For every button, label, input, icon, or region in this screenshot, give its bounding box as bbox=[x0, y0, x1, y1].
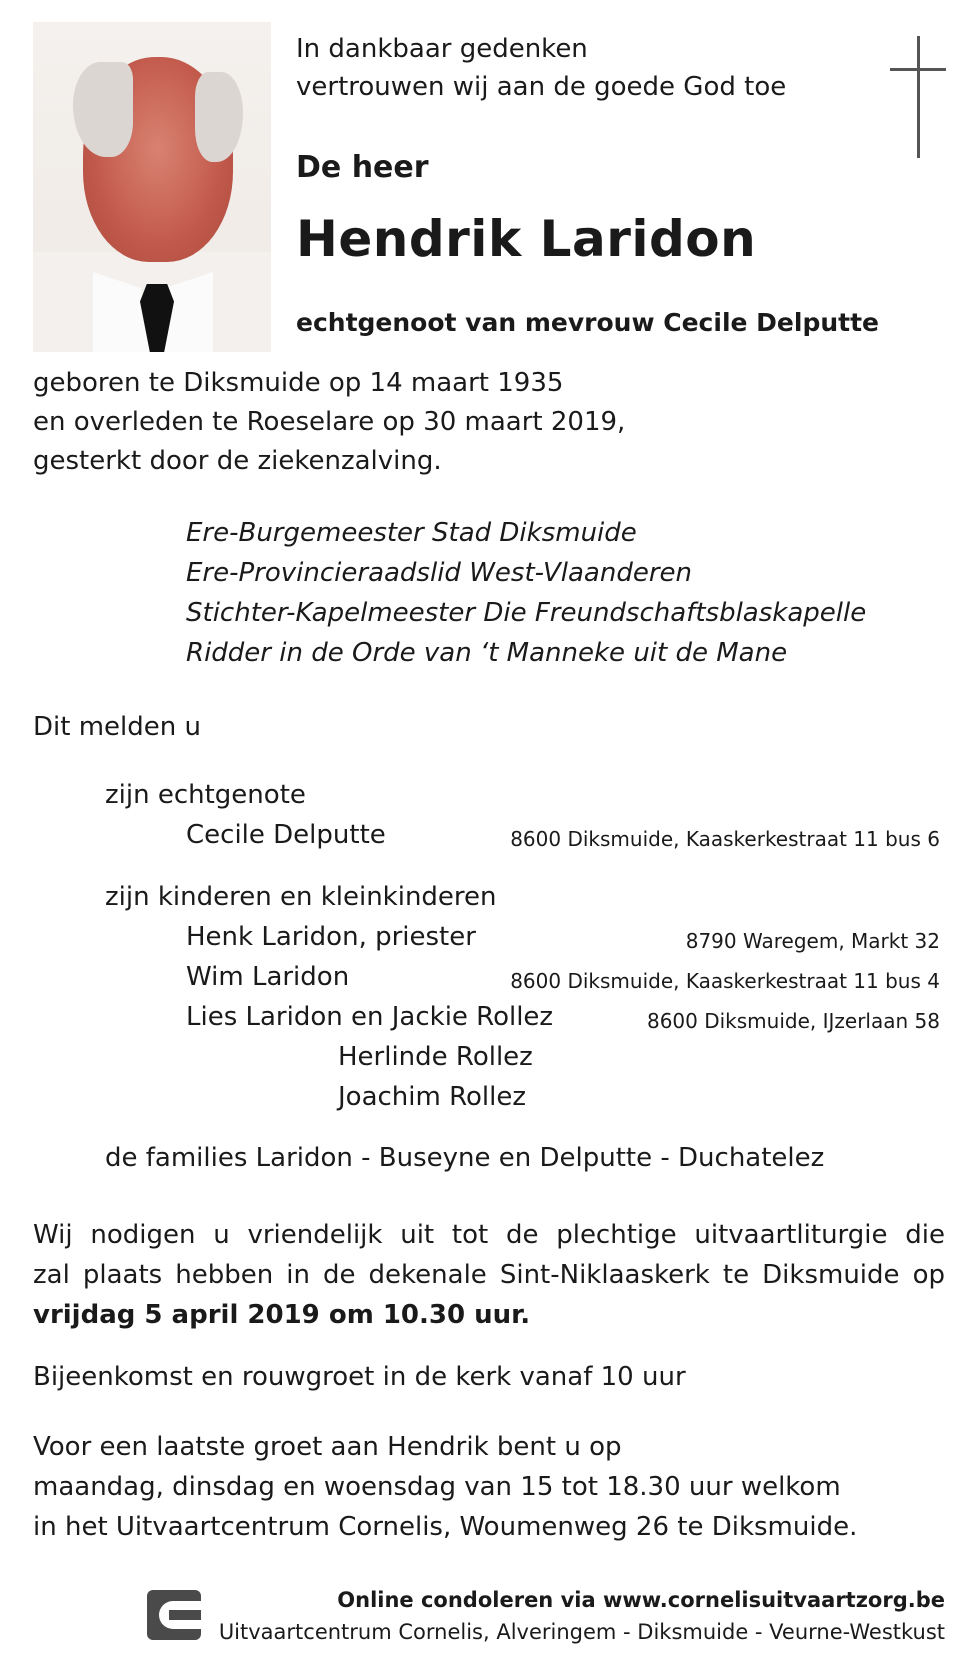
cornelis-logo-icon bbox=[147, 1590, 201, 1640]
deceased-name: Hendrik Laridon bbox=[296, 210, 757, 268]
portrait-photo bbox=[33, 22, 271, 352]
child-name: Wim Laridon bbox=[186, 962, 350, 992]
cross-icon bbox=[890, 36, 946, 158]
spouse-address: 8600 Diksmuide, Kaaskerkestraat 11 bus 6 bbox=[510, 827, 940, 851]
child-name: Lies Laridon en Jackie Rollez bbox=[186, 1002, 554, 1032]
spouse-name: Cecile Delputte bbox=[186, 820, 386, 850]
child-name: Henk Laridon, priester bbox=[186, 922, 476, 952]
honorary-title: Ere-Burgemeester Stad Diksmuide bbox=[186, 518, 637, 548]
intro-line-1: In dankbaar gedenken bbox=[296, 34, 588, 64]
birth-line: geboren te Diksmuide op 14 maart 1935 bbox=[33, 368, 564, 398]
child-address: 8790 Waregem, Markt 32 bbox=[685, 929, 940, 953]
intro-line-2: vertrouwen wij aan de goede God toe bbox=[296, 72, 787, 102]
children-heading: zijn kinderen en kleinkinderen bbox=[105, 882, 497, 912]
honorary-title: Stichter-Kapelmeester Die Freundschaftsblaskapelle bbox=[186, 598, 867, 628]
gathering-line: Bijeenkomst en rouwgroet in de kerk vanaf 10 uur bbox=[33, 1362, 686, 1392]
child-address: 8600 Diksmuide, IJzerlaan 58 bbox=[646, 1009, 940, 1033]
funeral-date-time: vrijdag 5 april 2019 om 10.30 uur. bbox=[33, 1300, 531, 1330]
families-line: de families Laridon - Buseyne en Delputte - Duchatelez bbox=[105, 1143, 825, 1173]
condolence-link[interactable]: Online condoleren via www.cornelisuitvaartzorg.be bbox=[337, 1588, 945, 1612]
honorary-title: Ere-Provincieraadslid West-Vlaanderen bbox=[186, 558, 692, 588]
death-line: en overleden te Roeselare op 30 maart 2019, bbox=[33, 407, 626, 437]
grandchild-name: Herlinde Rollez bbox=[338, 1042, 533, 1072]
sacrament-line: gesterkt door de ziekenzalving. bbox=[33, 446, 442, 476]
announce-line: Dit melden u bbox=[33, 712, 201, 742]
company-line: Uitvaartcentrum Cornelis, Alveringem - Diksmuide - Veurne-Westkust bbox=[218, 1620, 945, 1644]
visitation-line-3: in het Uitvaartcentrum Cornelis, Woumenweg 26 te Diksmuide. bbox=[33, 1512, 858, 1542]
visitation-line-1: Voor een laatste groet aan Hendrik bent u op bbox=[33, 1432, 622, 1462]
invitation-line-2: zal plaats hebben in de dekenale Sint-Niklaaskerk te Diksmuide op bbox=[33, 1260, 945, 1290]
honorary-title: Ridder in de Orde van ‘t Manneke uit de Mane bbox=[186, 638, 788, 668]
invitation-line-1: Wij nodigen u vriendelijk uit tot de plechtige uitvaartliturgie die bbox=[33, 1220, 945, 1250]
spouse-heading: zijn echtgenote bbox=[105, 780, 306, 810]
grandchild-name: Joachim Rollez bbox=[338, 1082, 526, 1112]
spouse-line: echtgenoot van mevrouw Cecile Delputte bbox=[296, 308, 879, 337]
salutation: De heer bbox=[296, 150, 429, 185]
child-address: 8600 Diksmuide, Kaaskerkestraat 11 bus 4 bbox=[510, 969, 940, 993]
visitation-line-2: maandag, dinsdag en woensdag van 15 tot 18.30 uur welkom bbox=[33, 1472, 841, 1502]
